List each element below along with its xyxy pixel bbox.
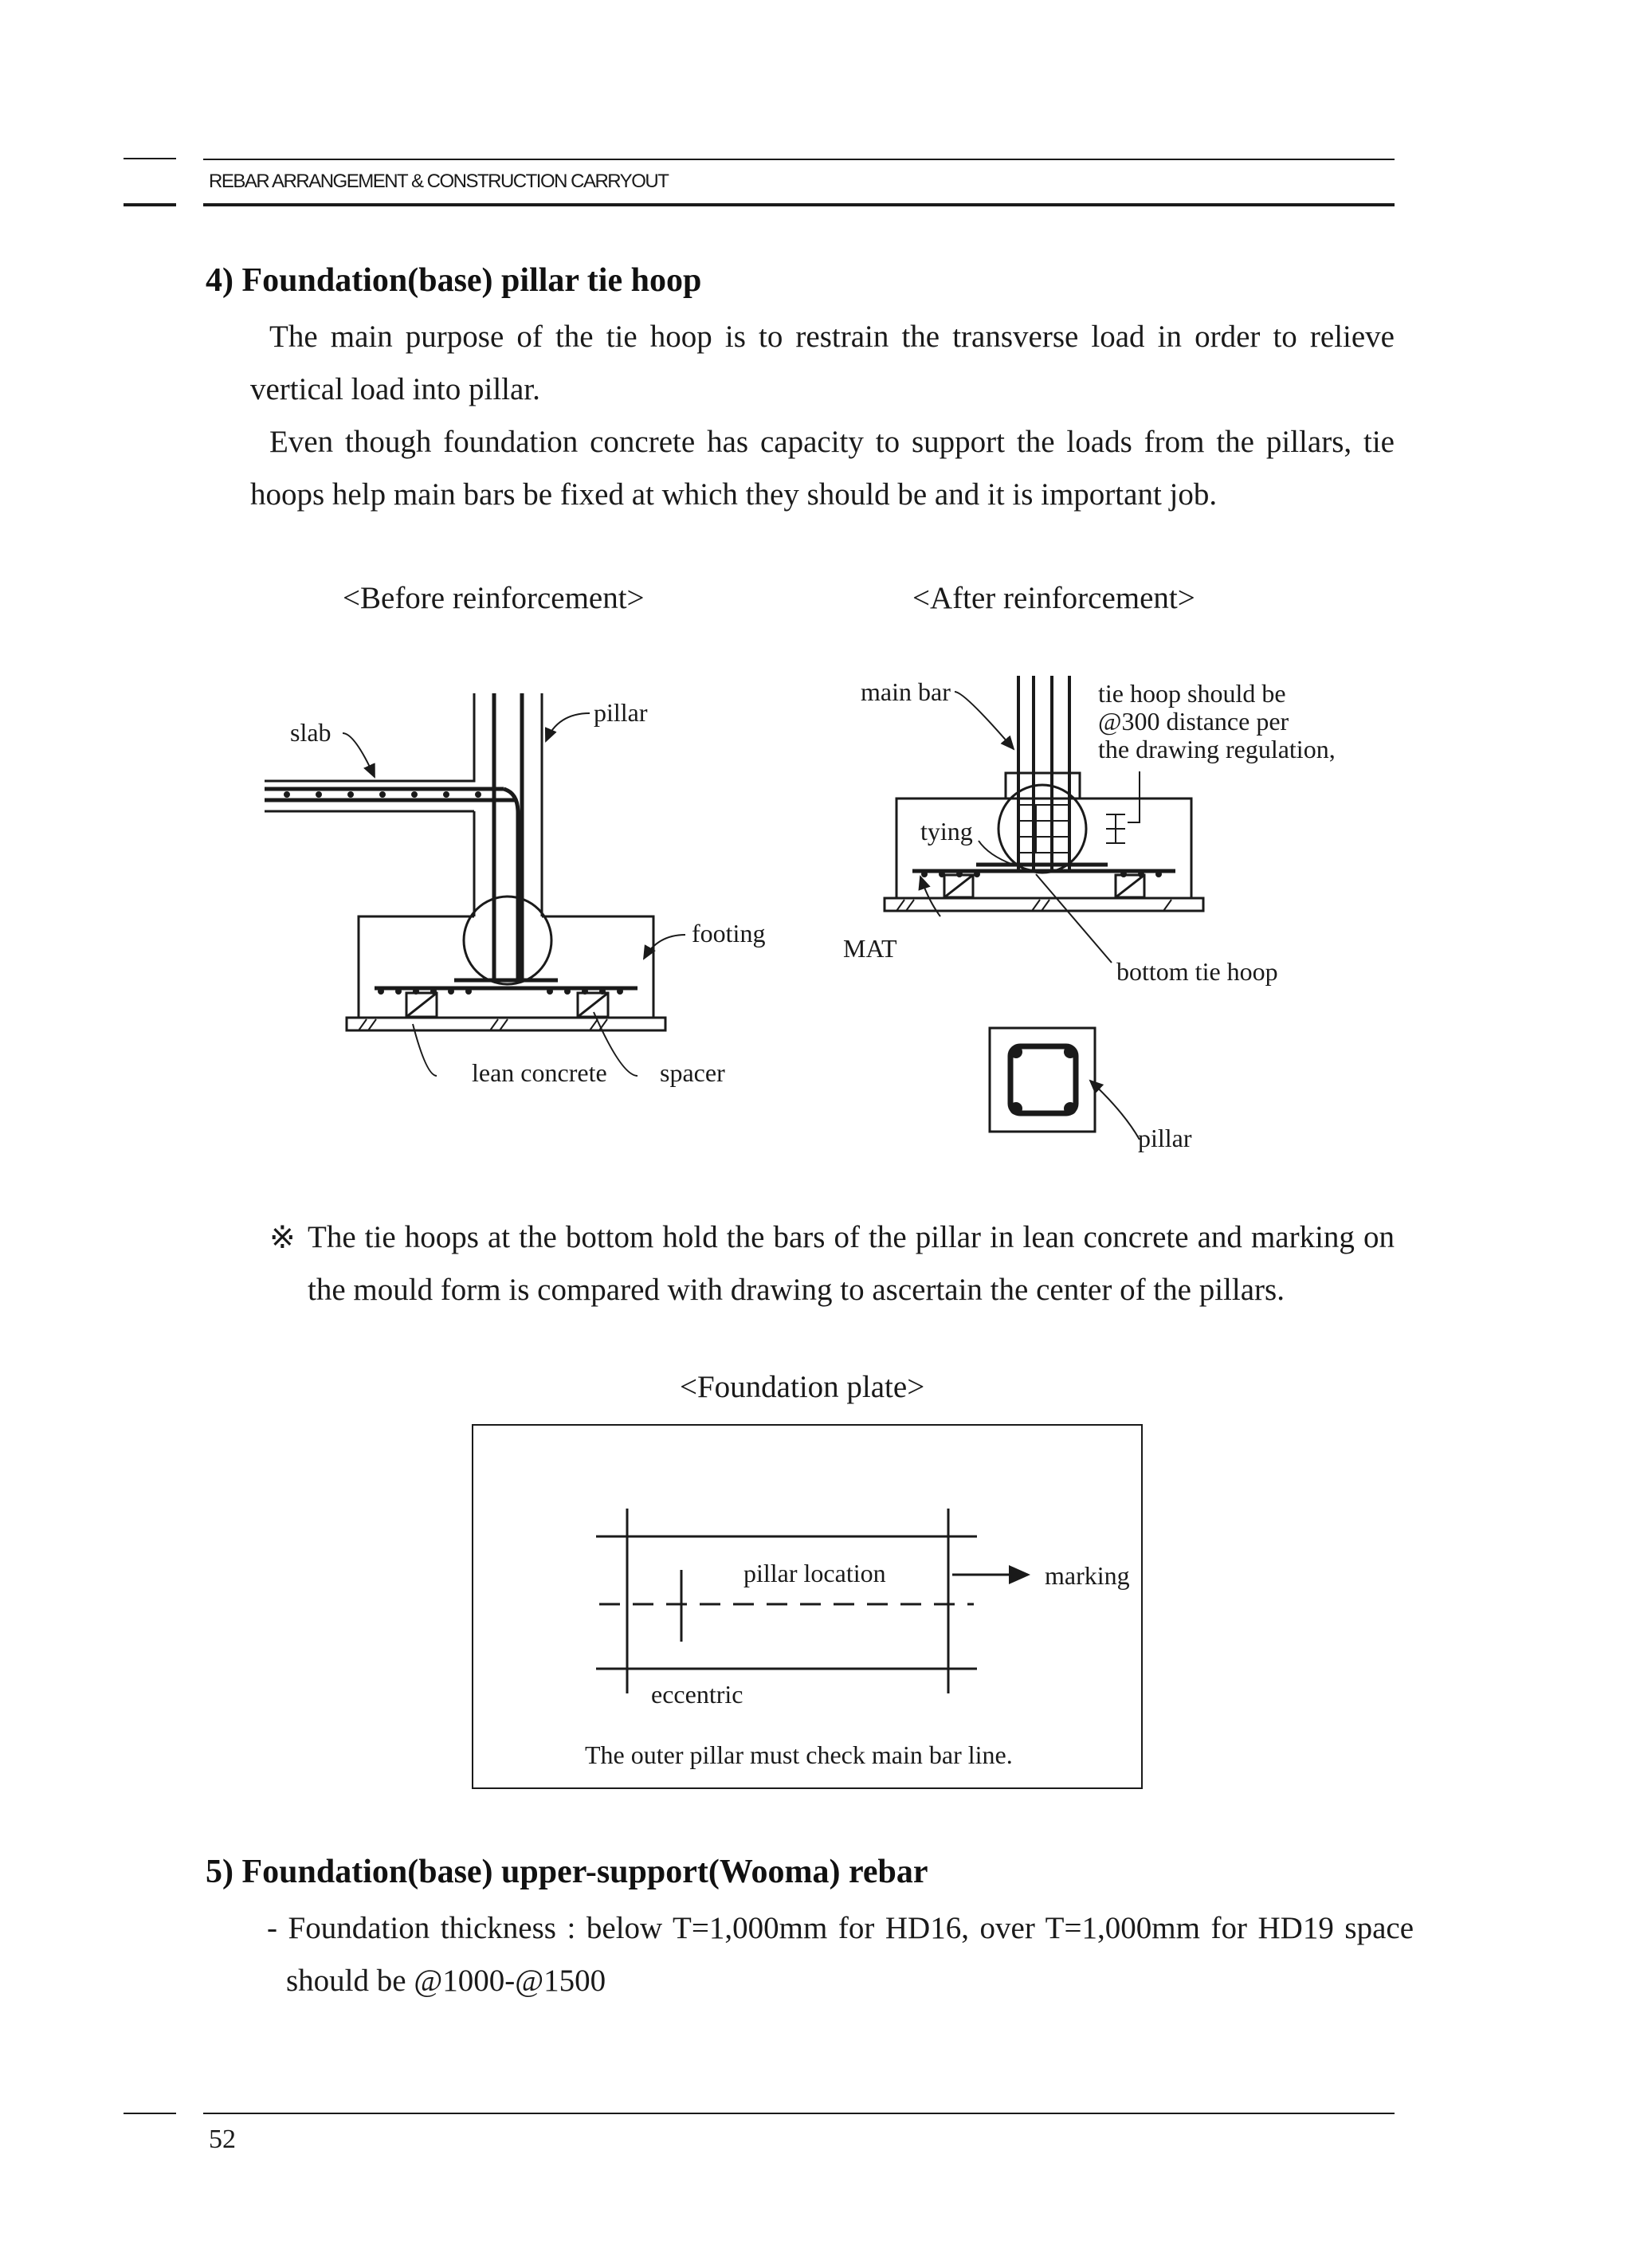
label-tying: tying — [920, 817, 973, 846]
note-symbol: ※ — [269, 1221, 296, 1255]
before-reinforcement-diagram — [265, 693, 685, 1076]
label-footing: footing — [692, 919, 766, 948]
label-eccentric: eccentric — [651, 1680, 743, 1709]
footer-rule-left — [124, 2113, 176, 2114]
figure-after-caption: <After reinforcement> — [912, 581, 1195, 615]
label-slab: slab — [290, 718, 332, 747]
label-bottom-tie-hoop: bottom tie hoop — [1116, 957, 1278, 986]
running-title: REBAR ARRANGEMENT & CONSTRUCTION CARRYOUT — [209, 171, 669, 192]
figure-plate-caption: <Foundation plate> — [680, 1370, 925, 1404]
section-4-paragraph-2: Even though foundation concrete has capacity to support the loads from the pillars, tie hoops help main bars be fixed at which they should be and it is important job. — [250, 425, 1395, 512]
figure-before-caption: <Before reinforcement> — [343, 581, 645, 615]
footer-rule — [203, 2113, 1395, 2114]
label-marking: marking — [1045, 1561, 1130, 1590]
plate-footnote: The outer pillar must check main bar line. — [585, 1740, 1013, 1769]
label-tie-hoop-note-3: the drawing regulation, — [1098, 735, 1336, 763]
label-mat: MAT — [843, 934, 897, 963]
label-main-bar: main bar — [861, 677, 951, 706]
label-pillar-location: pillar location — [743, 1559, 886, 1587]
label-pillar-after: pillar — [1138, 1124, 1192, 1152]
note-text: The tie hoops at the bottom hold the bars of the pillar in lean concrete and marking on the mould form is compared with drawing to ascertain the center of the pillars. — [308, 1220, 1395, 1307]
label-spacer: spacer — [660, 1058, 725, 1087]
section-5-title: 5) Foundation(base) upper-support(Wooma) rebar — [206, 1854, 928, 1890]
label-tie-hoop-note-1: tie hoop should be — [1098, 679, 1286, 708]
label-pillar-before: pillar — [594, 698, 648, 727]
section-4-paragraph-1: The main purpose of the tie hoop is to restrain the transverse load in order to relieve vertical load into pillar. — [250, 320, 1395, 406]
section-4-title: 4) Foundation(base) pillar tie hoop — [206, 262, 702, 299]
page-number: 52 — [209, 2125, 236, 2154]
foundation-plate-diagram — [473, 1425, 1142, 1788]
label-lean-concrete: lean concrete — [472, 1058, 607, 1087]
label-tie-hoop-note-2: @300 distance per — [1098, 707, 1289, 736]
section-5-bullet: - Foundation thickness : below T=1,000mm for HD16, over T=1,000mm for HD19 space should be @1000-@1500 — [267, 1911, 1414, 1998]
